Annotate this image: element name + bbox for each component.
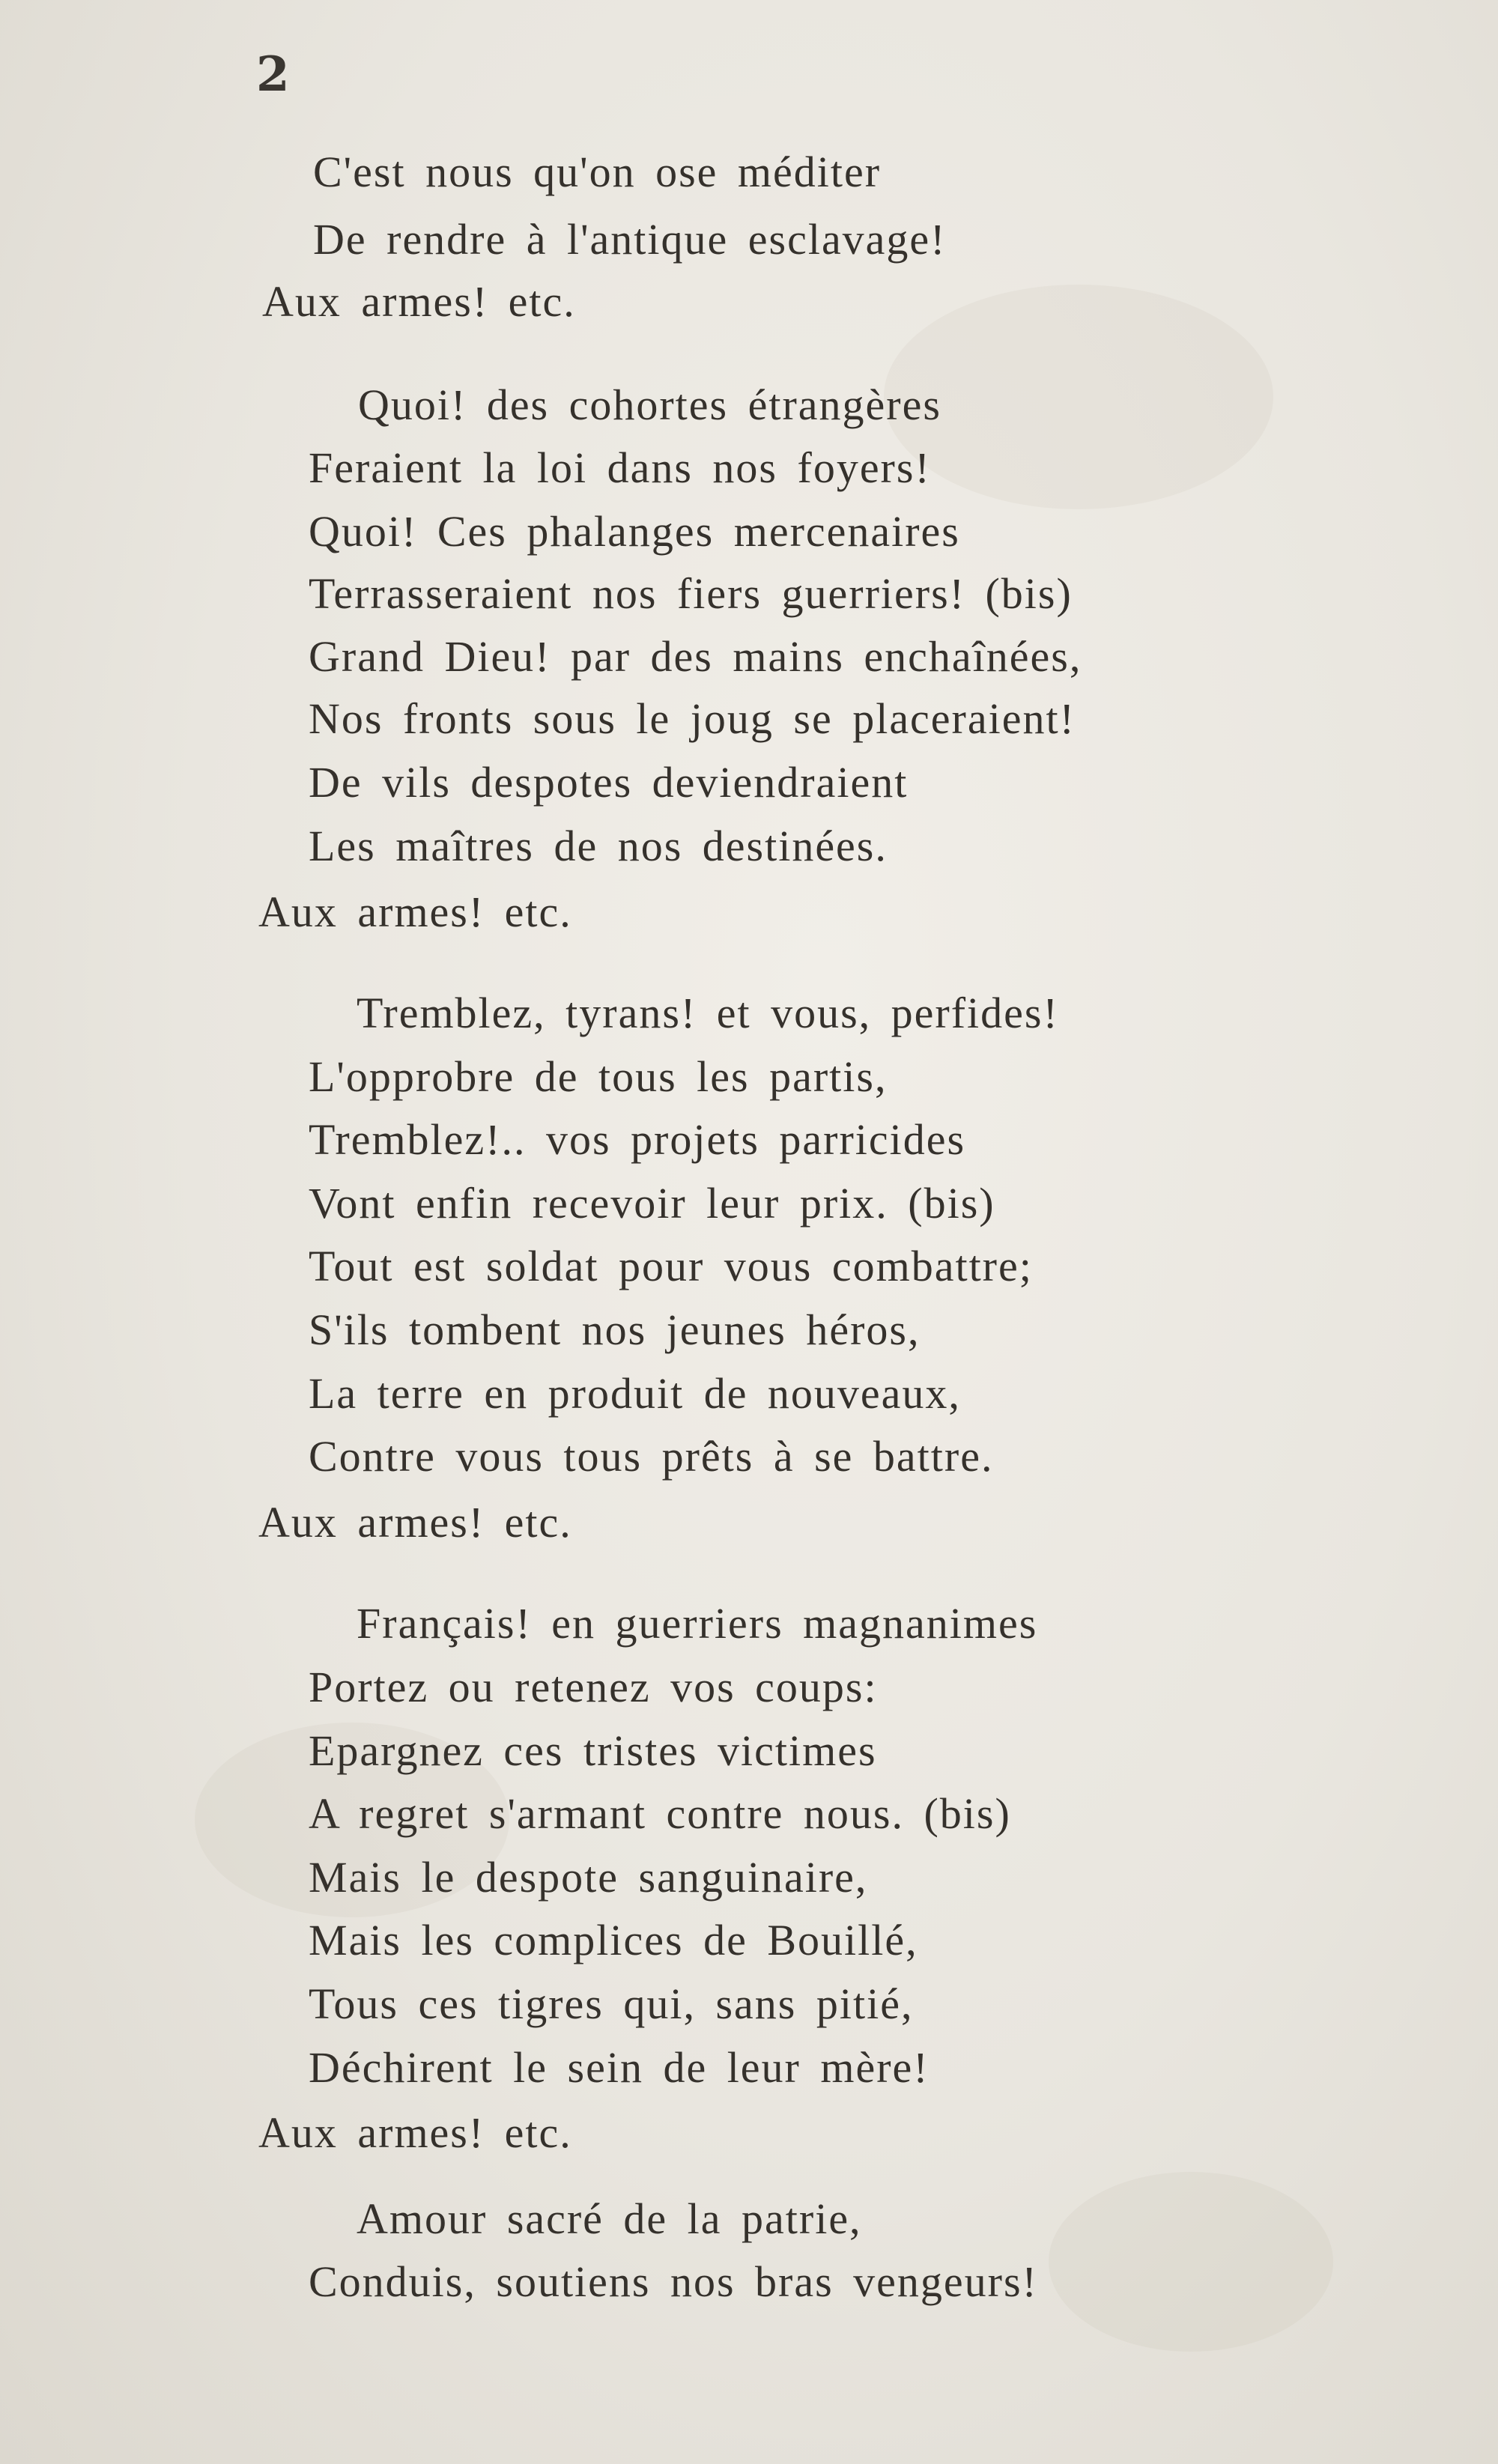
verse-line: La terre en produit de nouveaux, [309, 1369, 961, 1418]
refrain-line: Aux armes! etc. [262, 277, 576, 326]
verse-line: Tremblez, tyrans! et vous, perfides! [357, 989, 1059, 1037]
verse-line: L'opprobre de tous les partis, [309, 1052, 888, 1101]
verse-line: Français! en guerriers magnanimes [357, 1599, 1038, 1648]
verse-line: Feraient la loi dans nos foyers! [309, 443, 931, 492]
verse-line: Terrasseraient nos fiers guerriers! (bis) [309, 569, 1073, 618]
verse-line: Tout est soldat pour vous combattre; [309, 1242, 1033, 1290]
verse-line: C'est nous qu'on ose méditer [313, 148, 882, 196]
verse-line: Amour sacré de la patrie, [357, 2194, 862, 2243]
verse-line: Les maîtres de nos destinées. [309, 822, 888, 870]
verse-line: Epargnez ces tristes victimes [309, 1726, 877, 1775]
page-number: 2 [256, 46, 290, 103]
verse-line: Vont enfin recevoir leur prix. (bis) [309, 1179, 995, 1228]
verse-line: Grand Dieu! par des mains enchaînées, [309, 632, 1082, 681]
verse-line: A regret s'armant contre nous. (bis) [309, 1789, 1011, 1838]
verse-line: Quoi! Ces phalanges mercenaires [309, 507, 960, 556]
verse-line: Conduis, soutiens nos bras vengeurs! [309, 2257, 1038, 2306]
refrain-line: Aux armes! etc. [258, 887, 572, 936]
verse-line: De vils despotes deviendraient [309, 758, 909, 807]
verse-line: S'ils tombent nos jeunes héros, [309, 1305, 921, 1354]
refrain-line: Aux armes! etc. [258, 1498, 572, 1547]
verse-line: Portez ou retenez vos coups: [309, 1663, 878, 1711]
verse-line: Nos fronts sous le joug se placeraient! [309, 694, 1076, 743]
verse-line: Déchirent le sein de leur mère! [309, 2043, 930, 2092]
verse-line: Mais le despote sanguinaire, [309, 1853, 868, 1902]
verse-line: Mais les complices de Bouillé, [309, 1916, 918, 1964]
verse-line: Contre vous tous prêts à se battre. [309, 1432, 994, 1481]
verse-line: De rendre à l'antique esclavage! [313, 215, 947, 264]
refrain-line: Aux armes! etc. [258, 2108, 572, 2157]
verse-line: Tremblez!.. vos projets parricides [309, 1115, 966, 1164]
verse-line: Quoi! des cohortes étrangères [358, 380, 941, 429]
verse-line: Tous ces tigres qui, sans pitié, [309, 1979, 914, 2028]
